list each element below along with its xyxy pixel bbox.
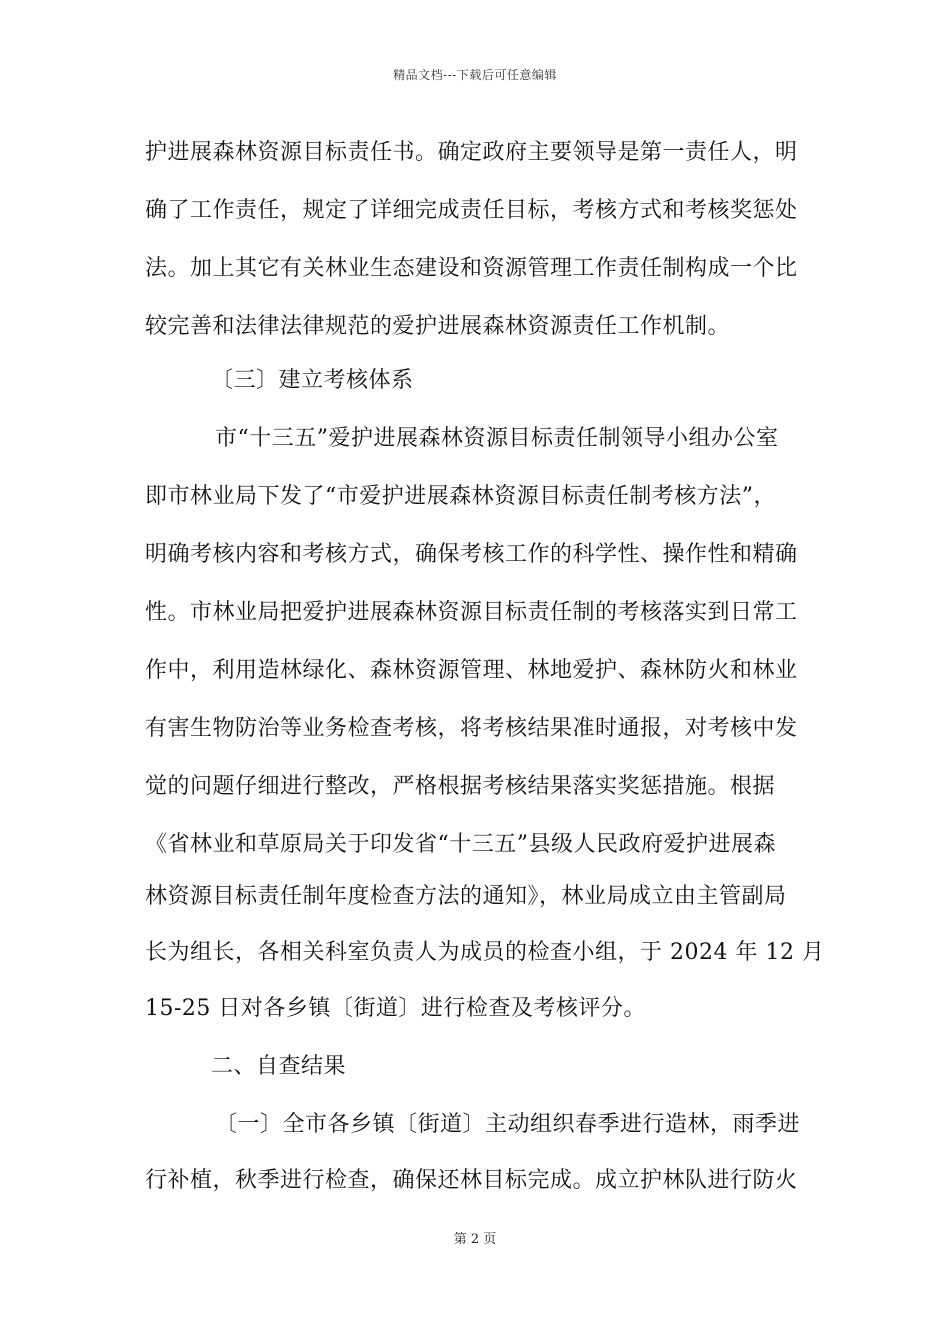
page-number: 第 2 页 (453, 1232, 497, 1247)
body-line: 明确考核内容和考核方式，确保考核工作的科学性、操作性和精确 (145, 542, 798, 567)
body-line: 《省林业和草原局关于印发省“十三五”县级人民政府爱护进展森 (145, 832, 776, 857)
body-line: 有害生物防治等业务检查考核，将考核结果准时通报，对考核中发 (145, 716, 798, 741)
body-line: 即市林业局下发了“市爱护进展森林资源目标责任制考核方法”， (145, 484, 776, 509)
body-line: 护进展森林资源目标责任书。确定政府主要领导是第一责任人，明 (145, 140, 798, 165)
body-line: 市“十三五”爱护进展森林资源目标责任制领导小组办公室 (215, 426, 779, 451)
body-line: 林资源目标责任制年度检查方法的通知》，林业局成立由主管副局 (145, 884, 787, 909)
section-heading: 〔三〕建立考核体系 (211, 368, 414, 393)
body-line: 行补植，秋季进行检查，确保还林目标完成。成立护林队进行防火 (145, 1168, 798, 1193)
body-line: 长为组长，各相关科室负责人为成员的检查小组，于 2024 年 12 月 (145, 940, 825, 965)
body-line: 作中，利用造林绿化、森林资源管理、林地爱护、森林防火和林业 (145, 658, 798, 683)
body-line: 性。市林业局把爱护进展森林资源目标责任制的考核落实到日常工 (145, 600, 798, 625)
body-line: 〔一〕全市各乡镇〔街道〕主动组织春季进行造林，雨季进 (215, 1112, 801, 1137)
page-header: 精品文档---下载后可任意编辑 (393, 68, 557, 82)
body-line: 法。加上其它有关林业生态建设和资源管理工作责任制构成一个比 (145, 256, 798, 281)
body-line: 15-25 日对各乡镇〔街道〕进行检查及考核评分。 (145, 996, 646, 1021)
body-line: 较完善和法律法律规范的爱护进展森林资源责任工作机制。 (145, 314, 731, 339)
body-line: 确了工作责任，规定了详细完成责任目标，考核方式和考核奖惩处 (145, 198, 798, 223)
body-line: 觉的问题仔细进行整改，严格根据考核结果落实奖惩措施。根据 (145, 774, 776, 799)
section-heading: 二、自查结果 (211, 1054, 347, 1079)
